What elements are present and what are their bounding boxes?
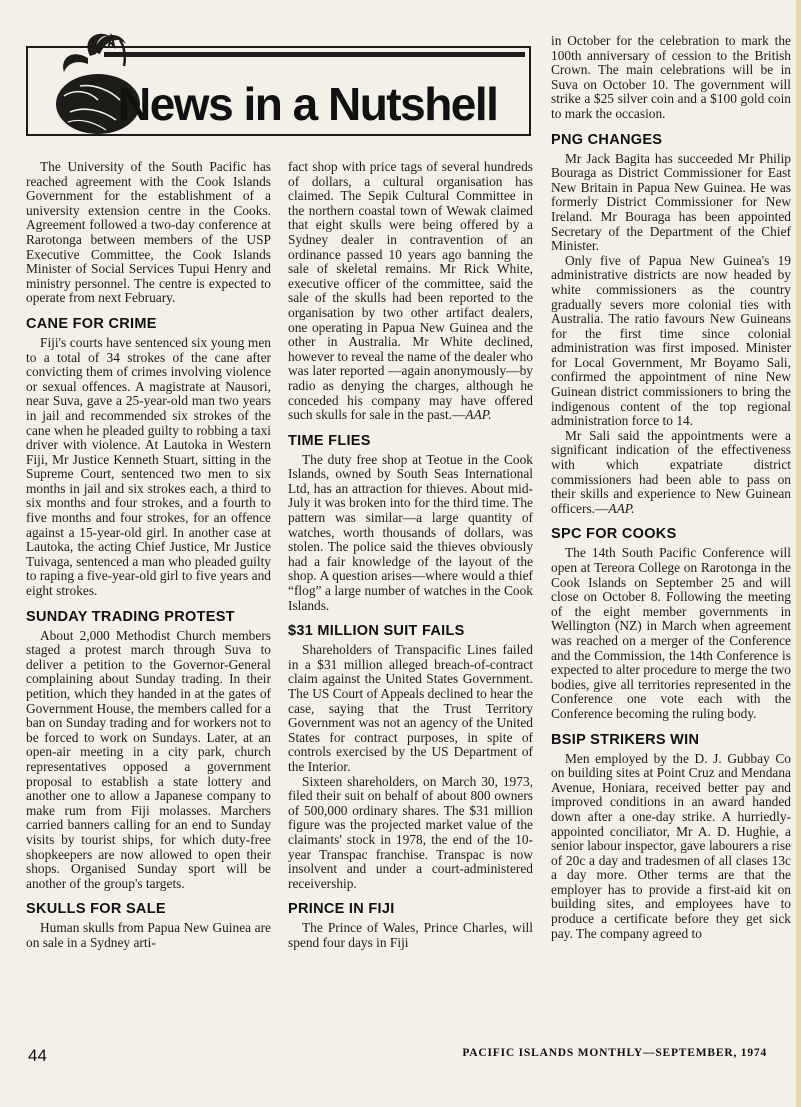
headline-bsip-strikers-win: BSIP STRIKERS WIN: [551, 731, 700, 748]
column-3: [551, 34, 791, 1044]
prince-continuation: in October for the celebration to mark the 100th anniversary of cession to the British Crown. The main celebrations will be in Suva on October 10. The government will strike a $25 silver coin and a $100 gold coin to mark the occasion.: [551, 34, 791, 121]
png-byline: AAP.: [608, 500, 635, 516]
cane-paragraph: Fiji's courts have sentenced six young men to a total of 34 strokes of the cane after convicting them of crimes involving violence or sexual offences. A magistrate at Nausori, near Suva, gave a 25-year-old man two years in jail and recommended six strokes of the cane when he pleaded guilty to robbing a taxi driver with violence. At Lautoka in Western Fiji, Mr Justice Kenneth Stuart, sitting in the Supreme Court, sentenced two men to six months in jail and six strokes each, a third to six months and four strokes, and a fourth to five months and four strokes, for an offence against a 15-year-old girl. In another case at Lautoka, the acting Chief Justice, Mr Justice Tuivaga, sentenced a man who pleaded guilty to raping a five-year-old girl to five years and eight strokes.: [26, 334, 271, 599]
headline-spc-for-cooks: SPC FOR COOKS: [551, 526, 677, 543]
masthead: [26, 46, 531, 136]
headline-prince-in-fiji: PRINCE IN FIJI: [288, 901, 395, 918]
prince-paragraph: The Prince of Wales, Prince Charles, will spend four days in Fiji: [288, 920, 533, 950]
headline-31-million-suit-fails: $31 MILLION SUIT FAILS: [288, 623, 465, 640]
spc-paragraph: The 14th South Pacific Conference will open at Tereora College on Rarotonga in the Cook Islands on September 25 and will close on October 8. Following the meeting of the eight member governments in Wellington (NZ) in March when agreement was reached on a merger of the Conference and the Commission, the 14th Conference is expected to alter procedure to merge the two bodies, give all territories represented in the Conference one vote each with the Conference becoming the ruling body.: [551, 545, 791, 721]
png-paragraph-3-text: Mr Sali said the appointments were a significant indication of the effectiveness with which expatriate district commissioners had been able to pass on their skills and experience to New Guinean officers.—: [551, 427, 791, 516]
headline-skulls-for-sale: SKULLS FOR SALE: [26, 901, 166, 918]
suit-paragraph-1: Shareholders of Transpacific Lines failed in a $31 million alleged breach-of-contract claim against the United States Government. The US Court of Appeals declined to hear the case, saying that the Trust Territory Government was not an agency of the United States for contract purposes, in spite of controls exercised by the US Department of the Interior.: [288, 642, 533, 774]
skulls-continuation-text: fact shop with price tags of several hundreds of dollars, a cultural organisation has claimed. The Sepik Cultural Committee in the northern coastal town of Wewak claimed that eight skulls were being offered by a Sydney dealer in contravention of an ordinance passed 10 years ago banning the sale of skeletal remains. Mr Rick White, executive officer of the committee, said the sale of the skulls had been reported to the organisation by two other artifact dealers, one operating in Papua New Guinea and the other in Australia. Mr White declined, however to reveal the name of the dealer who was later reported —again anonymously—by radio as denying the charges, although he conceded his company may have offered such skulls for sale in the past.—: [288, 160, 533, 423]
png-paragraph-2: Only five of Papua New Guinea's 19 administrative districts are now headed by white commissioners as the country gradually severs more colonial ties with Australia. The ratio favours New Guineans for the first time since colonial administration was first imposed. Minister for Local Government, Mr Boyamo Sali, confirmed the appointment of nine New Guinean district commissioners to bring the indigenous content of the top regional administration force to 14.: [551, 252, 791, 429]
headline-time-flies: TIME FLIES: [288, 432, 371, 449]
png-paragraph-3: [551, 429, 791, 517]
masthead-title: News in a Nutshell: [118, 78, 498, 130]
headline-sunday-trading-protest: SUNDAY TRADING PROTEST: [26, 608, 235, 625]
headline-cane-for-crime: CANE FOR CRIME: [26, 315, 157, 332]
skulls-continuation: [288, 160, 533, 423]
png-paragraph-1: Mr Jack Bagita has succeeded Mr Philip Bouraga as District Commissioner for East New Britain in Papua New Guinea. He was formerly District Commissioner for New Ireland. Mr Bouraga has been appointed Secretary of the Department of the Chief Minister.: [551, 150, 791, 254]
masthead-rule: [104, 52, 525, 57]
column-2: [288, 160, 533, 1040]
intro-paragraph: The University of the South Pacific has reached agreement with the Cook Islands Government for the establishment of a university extension centre in the Cooks. Agreement followed a two-day conference at Rarotonga between members of the USP Executive Committee, the Cook Islands Minister of Social Services Tupui Henry and ministry personnel. The centre is expected to operate from next February.: [26, 160, 271, 306]
skulls-byline: AAP.: [465, 407, 492, 423]
sunday-paragraph: About 2,000 Methodist Church members staged a protest march through Suva to deliver a petition to the Governor-General complaining about Sunday trading. In their petition, which they handed in at the gates of Government House, the members called for a ban on Sunday trading and for workers not to be forced to work on Sundays. Later, at an open-air meeting in a city park, church representatives opposed a government proposal to establish a state lottery and another one to allow a Japanese company to make rum from Fiji molasses. Marchers carried banners calling for an end to Sunday visits by tourist ships, for which duty-free shopkeepers are now allowed to open their shops. Organised Sunday sport will be another of the group's targets.: [26, 627, 271, 891]
bsip-paragraph: Men employed by the D. J. Gubbay Co on building sites at Point Cruz and Mendana Avenue, Honiara, received better pay and improved conditions in an award handed down after a one-day strike. A hurriedly-appointed conciliator, Mr A. D. Hughie, a senior labour inspector, gave labourers a rise of 20c a day and tradesmen of all clases 13c a day more. Other terms are that the employer has to provide a first-aid kit on building sites, and employees have to produce a certificate before they get sick pay. The company agreed to: [551, 750, 791, 941]
time-flies-paragraph: The duty free shop at Teotue in the Cook Islands, owned by South Seas International Ltd, has an attraction for thieves. About mid-July it was broken into for the third time. The pattern was similar—a large quantity of watches, worth thousands of dollars, was stolen. The police said the thieves obviously had a fair knowledge of the layout of the shop. A question arises—where would a thief “flog” a large number of watches in the Cook Islands.: [288, 451, 533, 613]
skulls-paragraph: Human skulls from Papua New Guinea are on sale in a Sydney arti-: [26, 920, 271, 950]
headline-png-changes: PNG CHANGES: [551, 131, 663, 148]
suit-paragraph-2: Sixteen shareholders, on March 30, 1973, filed their suit on behalf of about 800 owners of 500,000 ordinary shares. The $31 million figure was the projected market value of the claimants' stock in 1978, the end of the 10-year Transpac franchise. Transpac is now insolvent and under a court-administered receivership.: [288, 773, 533, 891]
running-title: PACIFIC ISLANDS MONTHLY—SEPTEMBER, 1974: [462, 1047, 767, 1059]
page-edge: [796, 0, 801, 1107]
column-1: [26, 160, 271, 1020]
page-number: 44: [28, 1046, 47, 1065]
